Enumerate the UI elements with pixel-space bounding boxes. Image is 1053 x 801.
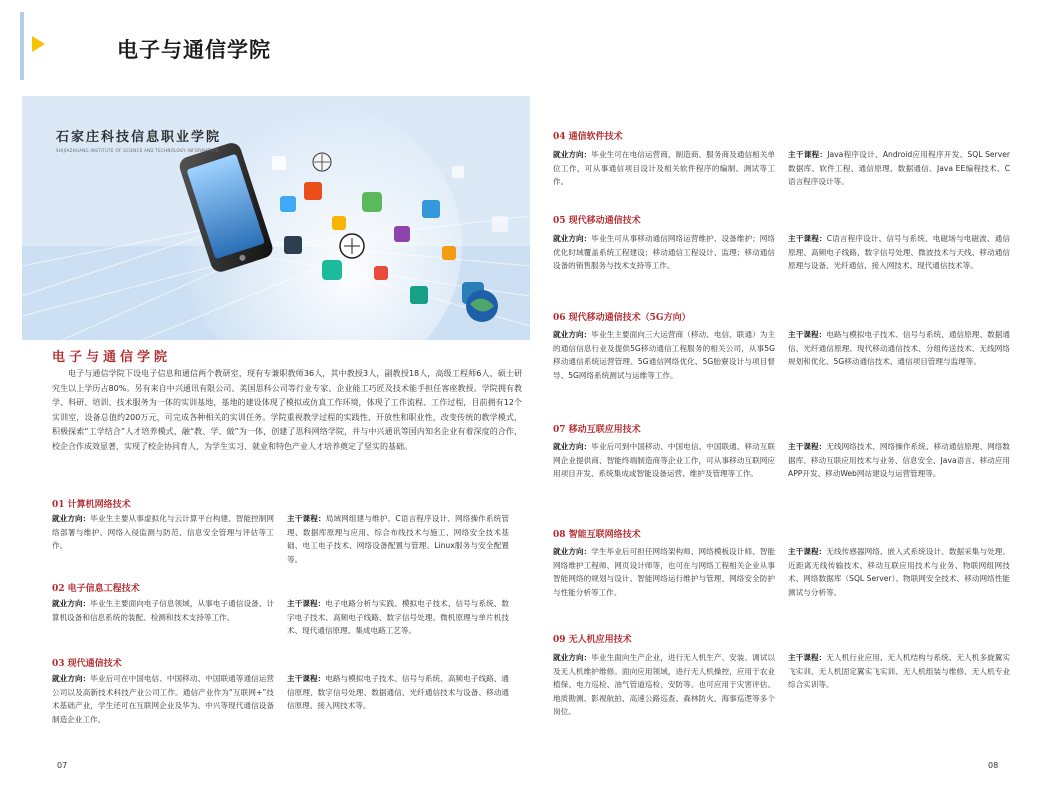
- courses-label: 主干课程：: [788, 653, 827, 662]
- major-employment: [553, 440, 775, 481]
- major-courses: [788, 328, 1010, 369]
- courses-text: Java程序设计、Android应用程序开发、SQL Server数据库、软件工程、通信原理、数据通信、Java EE编程技术、C语言程序设计等。: [788, 150, 1010, 186]
- major-title: 08 智能互联网络技术: [553, 530, 641, 540]
- major-employment: [553, 651, 775, 719]
- courses-label: 主干课程：: [788, 150, 828, 159]
- page-number-left: 07: [57, 761, 68, 770]
- employment-label: 就业方向：: [553, 234, 592, 243]
- employment-label: 就业方向：: [52, 674, 91, 683]
- courses-label: 主干课程：: [788, 330, 827, 339]
- courses-text: 局域网组建与维护、C语言程序设计、网络操作系统管理、数据库原理与应用、综合布线技术与施工、网络安全技术基础、电工电子技术、网络设备配置与管理、Linux服务与安全配置等。: [287, 514, 509, 564]
- school-name: 石家庄科技信息职业学院: [56, 130, 222, 145]
- major-title: 06 现代移动通信技术（5G方向）: [553, 313, 691, 323]
- employment-text: 毕业生主要面向电子信息领域，从事电子通信设备、计算机设备和信息系统的装配、检测和技术支持等工作。: [52, 599, 275, 622]
- courses-label: 主干课程：: [287, 514, 326, 523]
- major-courses: [788, 651, 1010, 692]
- employment-text: 毕业生主要从事虚拟化与云计算平台构建、智能控制网络部署与维护、网络入侵监测与防范、信息安全管理与评估等工作。: [52, 514, 275, 550]
- department-title: 电子与通信学院: [52, 350, 172, 365]
- major-title: 09 无人机应用技术: [553, 635, 632, 645]
- page-number-right: 08: [988, 761, 999, 770]
- major-employment: [553, 328, 775, 382]
- employment-label: 就业方向：: [52, 599, 91, 608]
- page-title: 电子与通信学院: [117, 38, 271, 62]
- employment-label: 就业方向：: [553, 330, 592, 339]
- employment-label: 就业方向：: [553, 150, 592, 159]
- play-arrow-icon: [32, 36, 45, 52]
- major-employment: [52, 597, 274, 624]
- courses-label: 主干课程：: [788, 442, 827, 451]
- employment-text: 毕业生主要面向三大运营商（移动、电信、联通）为主的通信信息行业及提供5G移动通信工程服务的相关公司，从事5G移动通信系统运营管理、5G通信网络优化、5G胎寮设计与项目督导、5G网络系统测试与运维等工作。: [553, 330, 776, 380]
- major-title: 07 移动互联应用技术: [553, 425, 641, 435]
- major-title: 05 现代移动通信技术: [553, 216, 641, 226]
- major-courses: [788, 148, 1010, 189]
- employment-text: 毕业生可从事移动通信网络运营维护、设备维护；网络优化时域覆盖系统工程建设；移动通信工程设计、监理；移动通信设备的销售服务与技术支持等工作。: [553, 234, 776, 270]
- page-header: [20, 12, 540, 80]
- courses-text: 无线网络技术、网络操作系统、移动通信原理、网络数据库、移动互联应用技术与业务、信息安全、Java语言、移动应用APP开发、移动Web网站建设与运营管理等。: [788, 442, 1011, 478]
- major-employment: [553, 148, 775, 189]
- major-title: 03 现代通信技术: [52, 659, 122, 669]
- employment-label: 就业方向：: [553, 547, 592, 556]
- courses-text: C语言程序设计、信号与系统、电磁场与电磁波、通信原理、高频电子线路、数字信号处理、微波技术与天线、移动通信原理与设备、光纤通信、接入网技术、现代通信技术等。: [788, 234, 1010, 270]
- major-title: 02 电子信息工程技术: [52, 584, 140, 594]
- department-intro: 电子与通信学院下设电子信息和通信两个教研室，现有专兼职教师36人，其中教授3人，副教授18人，高级工程师6人，硕士研究生以上学历占80%。另有来自中兴通讯有限公司、美国思科公司等行业专家、企业能工巧匠及技术能手担任客座教授。学院拥有教学、科研、培训、技术服务为一体的实训基地，基地的建设体现了模拟或仿真工作环境，体现了工作流程、工作过程，目前拥有12个实训室，设备总值约200万元，可完成各种相关的实训任务。学院重视教学过程的实践性、开放性和职业性，改变传统的教学模式，积极探索“工学结合”人才培养模式，融“教、学、做”为一体，创建了思科网络学院，并与中兴通讯等国内知名企业有着深度的合作，校企合作成效显著，实现了校企协同育人，为学生实习、就业和特色产业人才培养奠定了坚实的基础。: [52, 369, 522, 451]
- employment-label: 就业方向：: [553, 442, 592, 451]
- hero-image: [22, 96, 530, 340]
- employment-text: 毕业生面向生产企业，进行无人机生产、安装、调试以及无人机维护维修。面向应用领域，进行无人机操控，应用于农业植保、电力巡检、油气管道巡检、安防等。也可应用于灾害评估、地质勘测、影视航拍、高速公路巡查、森林防火、海事巡逻等多个岗位。: [553, 653, 776, 716]
- courses-label: 主干课程：: [287, 674, 326, 683]
- courses-text: 电路与模拟电子技术、信号与系统、通信原理、数据通信、光纤通信原理、现代移动通信技术、分组传送技术、无线网络规划和优化、5G移动通信技术、通信项目管理与监理等。: [788, 330, 1011, 366]
- major-employment: [52, 672, 274, 726]
- courses-label: 主干课程：: [788, 547, 827, 556]
- employment-text: 毕业生可在电信运营商、制造商、服务商及通信相关单位工作，可从事通信项目设计及相关软件程序的编制、测试等工作。: [553, 150, 776, 186]
- courses-text: 无人机行业应用、无人机结构与系统、无人机多旋翼实飞实训、无人机固定翼实飞实训、无人机组装与维修、无人机专业综合实训等。: [788, 653, 1011, 689]
- major-courses: [788, 545, 1010, 599]
- courses-label: 主干课程：: [788, 234, 827, 243]
- major-employment: [553, 232, 775, 273]
- courses-label: 主干课程：: [287, 599, 326, 608]
- courses-text: 电路与模拟电子技术、信号与系统、高频电子线路、通信原理、数字信号处理、数据通信、光纤通信技术与设备、移动通信原理、接入网技术等。: [287, 674, 510, 710]
- major-courses: [788, 440, 1010, 481]
- major-title: 04 通信软件技术: [553, 132, 623, 142]
- major-courses: [287, 597, 509, 638]
- employment-text: 毕业后可在中国电信、中国移动、中国联通等通信运营公司以及高新技术科技产业公司工作。通信产业作为“互联网+”技术基础产业，学生还可在互联网企业及华为、中兴等现代通信设备制造企业工作。: [52, 674, 275, 724]
- courses-text: 电子电路分析与实践、模拟电子技术、信号与系统、数字电子技术、高频电子线路、数字信号处理、微机原理与单片机技术、现代通信原理、集成电路工艺等。: [287, 599, 510, 635]
- major-title: 01 计算机网络技术: [52, 500, 131, 510]
- employment-label: 就业方向：: [52, 514, 91, 523]
- major-employment: [52, 512, 274, 553]
- major-courses: [788, 232, 1010, 273]
- major-courses: [287, 512, 509, 566]
- employment-label: 就业方向：: [553, 653, 592, 662]
- employment-text: 毕业后可到中国移动、中国电信、中国联通、移动互联网企业提供商、智能终端制造商等企业工作，可从事移动互联网应用项目开发、系统集成或智能设备运营、维护及管理等工作。: [553, 442, 776, 478]
- major-employment: [553, 545, 775, 599]
- employment-text: 学生毕业后可担任网络架构师、网络模板设计师、智能网络维护工程师、网页设计师等，也可在与网络工程相关企业从事智能网络的规划与设计、智能网络运行维护与管理、网络安全防护与性能分析等工作。: [553, 547, 776, 597]
- major-courses: [287, 672, 509, 713]
- school-name-english: SHIJIAZHUANG INSTITUTE OF SCIENCE AND TECHNOLOGY INFORMATION: [56, 148, 219, 153]
- header-accent-bar: [20, 12, 24, 80]
- courses-text: 无线传感器网络、嵌入式系统设计、数据采集与处理、近距离无线传输技术、移动互联应用技术与业务、物联网组网技术、网络数据库（SQL Server）、物联网安全技术、移动网络性能测试与分析等。: [788, 547, 1011, 597]
